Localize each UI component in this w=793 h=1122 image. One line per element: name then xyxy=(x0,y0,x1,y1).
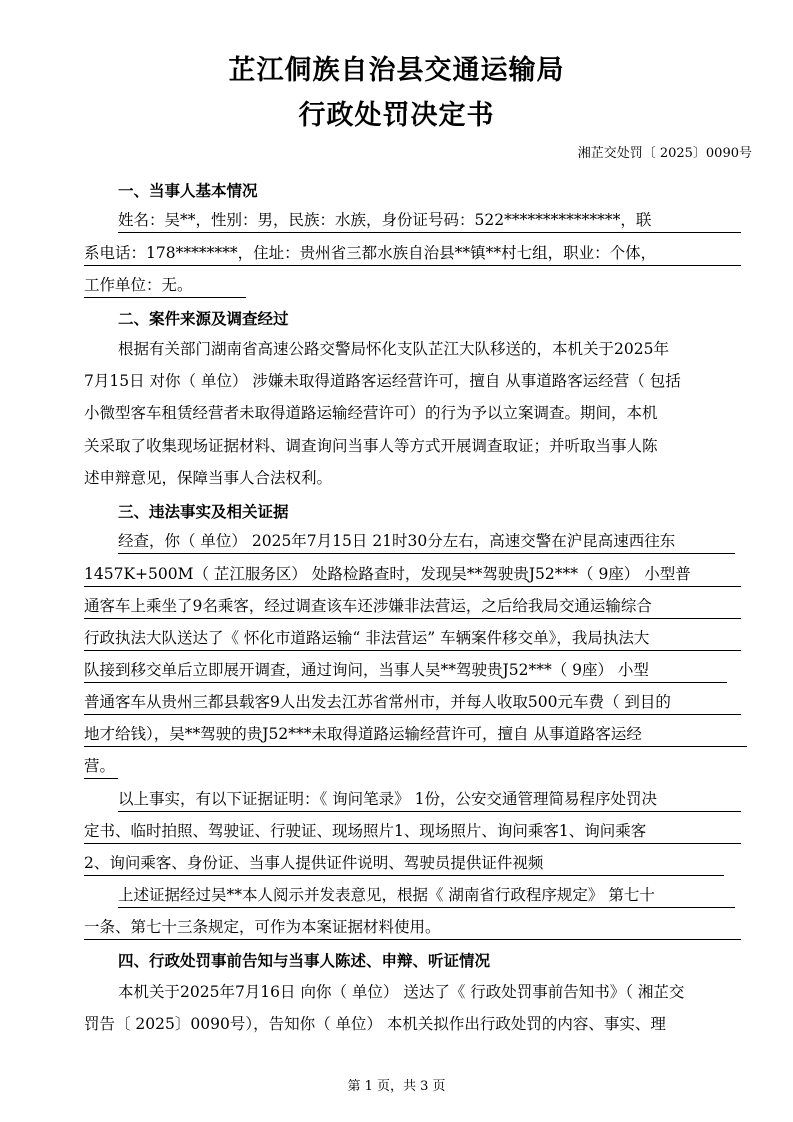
paragraph-line: 小微型客车租赁经营者未取得道路运输经营许可）的行为予以立案调查。期间，本机 xyxy=(84,404,658,422)
paragraph-line: 述申辩意见，保障当事人合法权利。 xyxy=(84,469,333,487)
paragraph-line: 2、询问乘客、身份证、当事人提供证件说明、驾驶员提供证件视频 xyxy=(84,853,724,876)
paragraph-line: 通客车上乘坐了9名乘客，经过调查该车还涉嫌非法营运，之后给我局交通运输综合 xyxy=(84,596,741,619)
paragraph-line: 工作单位：无。 xyxy=(84,275,246,298)
section-heading-violation-facts: 三、违法事实及相关证据 xyxy=(118,503,289,521)
paragraph-line: 关采取了收集现场证据材料、调查询问当事人等方式开展调查取证；并听取当事人陈 xyxy=(84,437,658,455)
paragraph-line: 7月15日 对你（ 单位） 涉嫌未取得道路客运经营许可，擅自 从事道路客运经营（ 包括 xyxy=(84,372,681,390)
paragraph-line: 一条、第七十三条规定，可作为本案证据材料使用。 xyxy=(84,917,741,940)
paragraph-line: 地才给钱），吴**驾驶的贵J52***未取得道路运输经营许可，擅自 从事道路客运经 xyxy=(84,724,747,747)
paragraph-line: 定书、临时拍照、驾驶证、行驶证、现场照片1、现场照片、询问乘客1、询问乘客 xyxy=(84,821,741,844)
paragraph-line: 普通客车从贵州三都县载客9人出发去江苏省常州市，并每人收取500元车费（ 到目的 xyxy=(84,692,741,715)
paragraph-line: 1457K+500M（ 芷江服务区） 处路检路查时，发现吴**驾驶贵J52***（ 9座） 小型普 xyxy=(84,564,741,587)
paragraph-line: 根据有关部门湖南省高速公路交警局怀化支队芷江大队移送的，本机关于2025年 xyxy=(118,340,669,358)
paragraph-line: 罚告〔 2025〕0090号），告知你（ 单位） 本机关拟作出行政处罚的内容、事实、理 xyxy=(84,1015,666,1033)
page-indicator: 第 1 页，共 3 页 xyxy=(347,1079,446,1094)
document-title-agency: 芷江侗族自治县交通运输局 xyxy=(228,55,565,86)
section-heading-notification: 四、行政处罚事前告知与当事人陈述、申辩、听证情况 xyxy=(118,952,491,970)
section-heading-case-source: 二、案件来源及调查经过 xyxy=(118,310,289,328)
document-title-type: 行政处罚决定书 xyxy=(298,100,495,131)
paragraph-line: 队接到移交单后立即展开调查，通过询问，当事人吴**驾驶贵J52***（ 9座） 小型 xyxy=(84,660,727,683)
document-number: 湘芷交处罚〔 2025〕0090号 xyxy=(577,146,752,161)
paragraph-line: 本机关于2025年7月16日 向你（ 单位） 送达了《 行政处罚事前告知书》（ 湘芷交 xyxy=(118,983,685,1001)
paragraph-line: 营。 xyxy=(84,756,118,779)
section-heading-party-info: 一、当事人基本情况 xyxy=(118,182,258,200)
paragraph-line: 以上事实，有以下证据证明：《 询问笔录》 1份，公安交通管理简易程序处罚决 xyxy=(118,789,741,812)
paragraph-line: 上述证据经过吴**本人阅示并发表意见，根据《 湖南省行政程序规定》 第七十 xyxy=(118,885,735,908)
paragraph-line: 系电话：178********，住址：贵州省三都水族自治县**镇**村七组，职业：个体， xyxy=(84,243,741,266)
paragraph-line: 行政执法大队送达了《 怀化市道路运输“ 非法营运” 车辆案件移交单》，我局执法大 xyxy=(84,628,741,651)
paragraph-line: 姓名：吴**，性别：男，民族：水族，身份证号码：522***************，联 xyxy=(118,210,741,233)
paragraph-line: 经查，你（ 单位） 2025年7月15日 21时30分左右，高速交警在沪昆高速西往东 xyxy=(118,531,735,554)
